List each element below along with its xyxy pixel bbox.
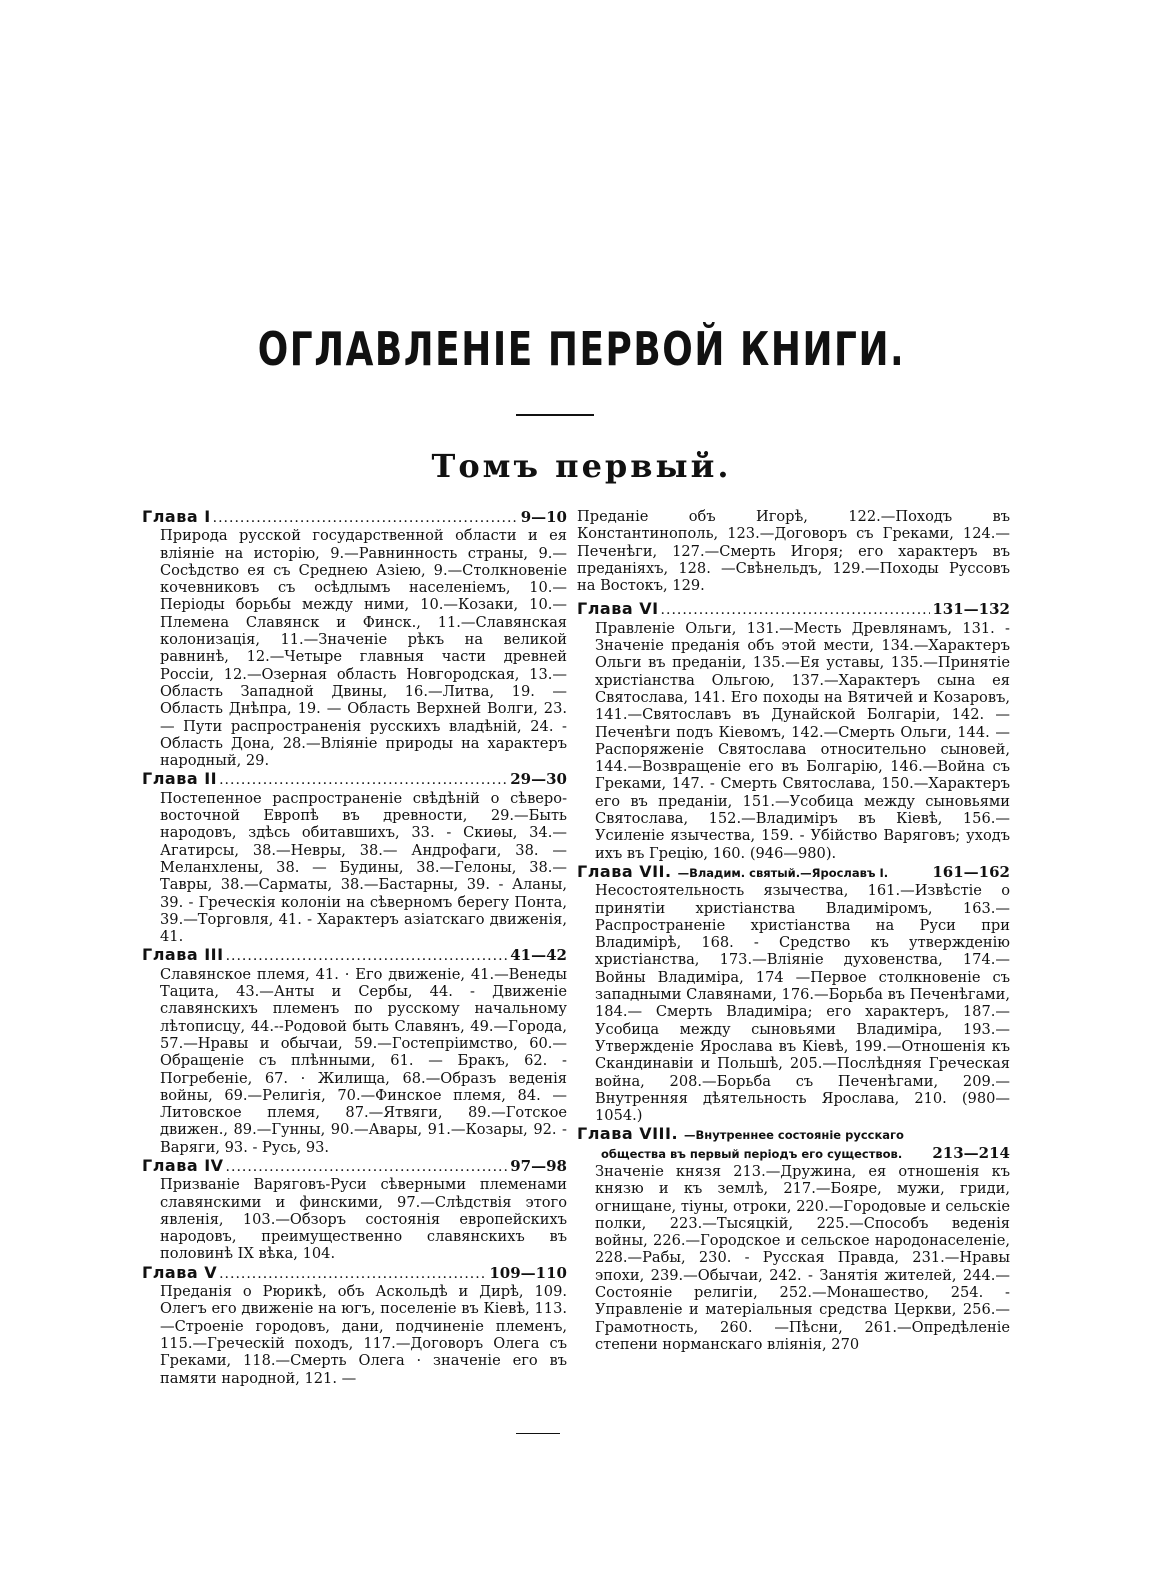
chapter-label: Глава IV xyxy=(142,1155,224,1175)
chapter-entry xyxy=(577,863,1010,1124)
chapter-entry xyxy=(142,770,567,945)
chapter-pages: 29—30 xyxy=(510,770,567,789)
chapter-heading xyxy=(577,600,1010,619)
chapter-heading xyxy=(577,863,1010,882)
title-divider xyxy=(516,414,594,416)
chapter-entry xyxy=(577,1125,1010,1353)
bottom-divider xyxy=(516,1433,560,1434)
chapter-summary: Несостоятельность язычества, 161.—Извѣстіе о принятіи христіанства Владиміромъ, 163.—Распространеніе христіанства на Руси при Владимірѣ, 168. - Средство къ утвержденію христіанства, 173.—Вліяніе духовенства, 174.—Войны Владиміра, 174 —Первое столкновеніе съ западными Славянами, 176.—Борьба въ Печенѣгами, 184.— Смерть Владиміра; его характеръ, 187.—Усобица между сыновьями Владиміра, 193.—Утвержденіе Ярослава въ Кіевѣ, 199.—Отношенія къ Скандинавіи и Польшѣ, 205.—Послѣдняя Греческая война, 208.—Борьба съ Печенѣгами, 209.—Внутренняя дѣятельность Ярослава, 210. (980—1054.) xyxy=(595,882,1010,1125)
chapter-pages: 161—162 xyxy=(932,862,1010,881)
right-column xyxy=(577,508,1010,1354)
dot-leader xyxy=(226,948,509,965)
chapter-heading xyxy=(142,770,567,789)
chapter-summary: Природа русской государственной области и ея вліяніе на исторію, 9.—Равнинность страны, 9.—Сосѣдство ея съ Среднею Азіею, 9.—Столкновеніе кочевниковъ съ осѣдлымъ населеніемъ, 10.—Періоды борьбы между ними, 10.—Козаки, 10.—Племена Славянск и Финск., 11.—Славянская колонизація, 11.—Значеніе рѣкъ на великой равнинѣ, 12.—Четыре главныя части древней Россіи, 12.—Озерная область Новгородская, 13.—Область Западной Двины, 16.—Литва, 19. — Область Днѣпра, 19. — Область Верхней Волги, 23. — Пути распространенія русскихъ владѣній, 24. - Область Дона, 28.—Вліяніе природы на характеръ народный, 29. xyxy=(160,527,567,770)
dot-leader xyxy=(226,1159,509,1176)
chapter-pages: 109—110 xyxy=(489,1263,567,1282)
dot-leader xyxy=(219,772,508,789)
chapter-label: Глава III xyxy=(142,945,224,965)
chapter-label: Глава V xyxy=(142,1262,218,1282)
chapter-summary: Правленіе Ольги, 131.—Месть Древлянамъ, 131. - Значеніе преданія объ этой мести, 134.—Характеръ Ольги въ преданіи, 135.—Ея уставы, 135.—Принятіе христіанства Ольгою, 137.—Характеръ сына ея Святослава, 141. Его походы на Вятичей и Козаровъ, 141.—Святославъ въ Дунайской Болгаріи, 142. —Печенѣги подъ Кіевомъ, 142.—Смерть Ольги, 144. —Распоряженіе Святослава относительно сыновей, 144.—Возвращеніе его въ Болгарію, 146.—Война съ Греками, 147. - Смерть Святослава, 150.—Характеръ его въ преданіи, 151.—Усобица между сыновьями Святослава, 152.—Владиміръ въ Кіевѣ, 156.—Усиленіе язычества, 159. - Убійство Варяговъ; уходъ ихъ въ Грецію, 160. (946—980). xyxy=(595,619,1010,862)
dot-leader xyxy=(219,1266,487,1283)
chapter-summary: Значеніе князя 213.—Дружина, ея отношенія къ князю и къ землѣ, 217.—Бояре, мужи, гриди, огнищане, тіуны, отроки, 220.—Городовые и сельскіе полки, 223.—Тысяцкій, 225.—Способъ веденія войны, 226.—Городское и сельское народонаселеніе, 228.—Рабы, 230. - Русская Правда, 231.—Нравы эпохи, 239.—Обычаи, 242. - Занятія жителей, 244.—Состояніе религіи, 252.—Монашество, 254. - Управленіе и матеріальныя средства Церкви, 256.—Грамотность, 260. —Пѣсни, 261.—Опредѣленіе степени норманскаго вліянія, 270 xyxy=(595,1162,1010,1353)
volume-title: Томъ первый. xyxy=(431,447,732,485)
chapter-heading xyxy=(142,508,567,527)
chapter-label: Глава II xyxy=(142,769,218,789)
chapter-pages: 9—10 xyxy=(520,508,567,526)
chapter-heading xyxy=(142,946,567,965)
chapter-heading xyxy=(577,1125,1010,1144)
chapter-heading xyxy=(142,1157,567,1176)
chapter-summary: Постепенное распространеніе свѣдѣній о сѣверо-восточной Европѣ въ древности, 29.—Быть народовъ, здѣсь обитавшихъ, 33. - Скиѳы, 34.—Агатирсы, 38.—Невры, 38.— Андрофаги, 38. — Меланхлены, 38. — Будины, 38.—Гелоны, 38.—Тавры, 38.—Сарматы, 38.—Бастарны, 39. - Аланы, 39. - Греческія колоніи на сѣверномъ берегу Понта, 39.—Торговля, 41. - Характеръ азіатскаго движенія, 41. xyxy=(160,789,567,946)
dot-leader xyxy=(213,510,519,527)
chapter-pages: 131—132 xyxy=(932,600,1010,619)
chapter-summary: Призваніе Варяговъ-Руси сѣверными племенами славянскими и финскими, 97.—Слѣдствія этого явленія, 103.—Обзоръ состоянія европейскихъ народовъ, преимущественно славянскихъ въ половинѣ IX вѣка, 104. xyxy=(160,1176,567,1263)
chapter-subtitle-continued: общества въ первый періодъ его существов. xyxy=(601,1146,903,1161)
chapter-entry xyxy=(142,1157,567,1263)
chapter-summary: Славянское племя, 41. · Его движеніе, 41.—Венеды Тацита, 43.—Анты и Сербы, 44. - Движеніе славянскихъ племенъ по русскому начальному лѣтописцу, 44.--Родовой быть Славянъ, 49.—Города, 57.—Нравы и обычаи, 59.—Гостепріимство, 60.—Обращеніе съ плѣнными, 61. — Бракъ, 62. - Погребеніе, 67. · Жилища, 68.—Образъ веденія войны, 69.—Религія, 70.—Финское племя, 84. — Литовское племя, 87.—Ятвяги, 89.—Готское движен., 89.—Гунны, 90.—Авары, 91.—Козары, 92. - Варяги, 93. - Русь, 93. xyxy=(160,965,567,1156)
left-column xyxy=(142,508,567,1388)
chapter-entry xyxy=(142,946,567,1156)
chapter-entry xyxy=(142,508,567,769)
chapter-continuation: Преданіе объ Игорѣ, 122.—Походъ въ Константинополь, 123.—Договоръ съ Греками, 124.—Печенѣги, 127.—Смерть Игоря; его характеръ въ преданіяхъ, 128. —Свѣнельдъ, 129.—Походы Руссовъ на Востокъ, 129. xyxy=(577,508,1010,595)
chapter-subtitle: —Внутреннее состояніе русскаго xyxy=(684,1128,904,1143)
chapter-summary: Преданія о Рюрикѣ, объ Аскольдѣ и Дирѣ, 109. Олегъ его движеніе на югъ, поселеніе въ Кіевѣ, 113.—Строеніе городовъ, дани, подчиненіе племенъ, 115.—Греческій походъ, 117.—Договоръ Олега съ Греками, 118.—Смерть Олега · значеніе его въ памяти народной, 121. — xyxy=(160,1283,567,1387)
chapter-pages: 97—98 xyxy=(510,1156,567,1175)
chapter-entry xyxy=(142,1264,567,1387)
chapter-entry xyxy=(577,600,1010,861)
chapter-pages: 213—214 xyxy=(932,1143,1010,1162)
chapter-heading xyxy=(142,1264,567,1283)
page-title: ОГЛАВЛЕНІЕ ПЕРВОЙ КНИГИ. xyxy=(257,322,906,376)
dot-leader xyxy=(661,602,931,619)
chapter-pages: 41—42 xyxy=(510,946,567,965)
chapter-heading-continued xyxy=(577,1145,1010,1163)
chapter-label: Глава VI xyxy=(577,599,659,619)
chapter-subtitle: —Владим. святый.—Ярославъ I. xyxy=(677,865,889,880)
chapter-label: Глава I xyxy=(142,507,211,526)
chapter-label: Глава VII. xyxy=(577,861,672,881)
chapter-label: Глава VIII. xyxy=(577,1124,679,1144)
